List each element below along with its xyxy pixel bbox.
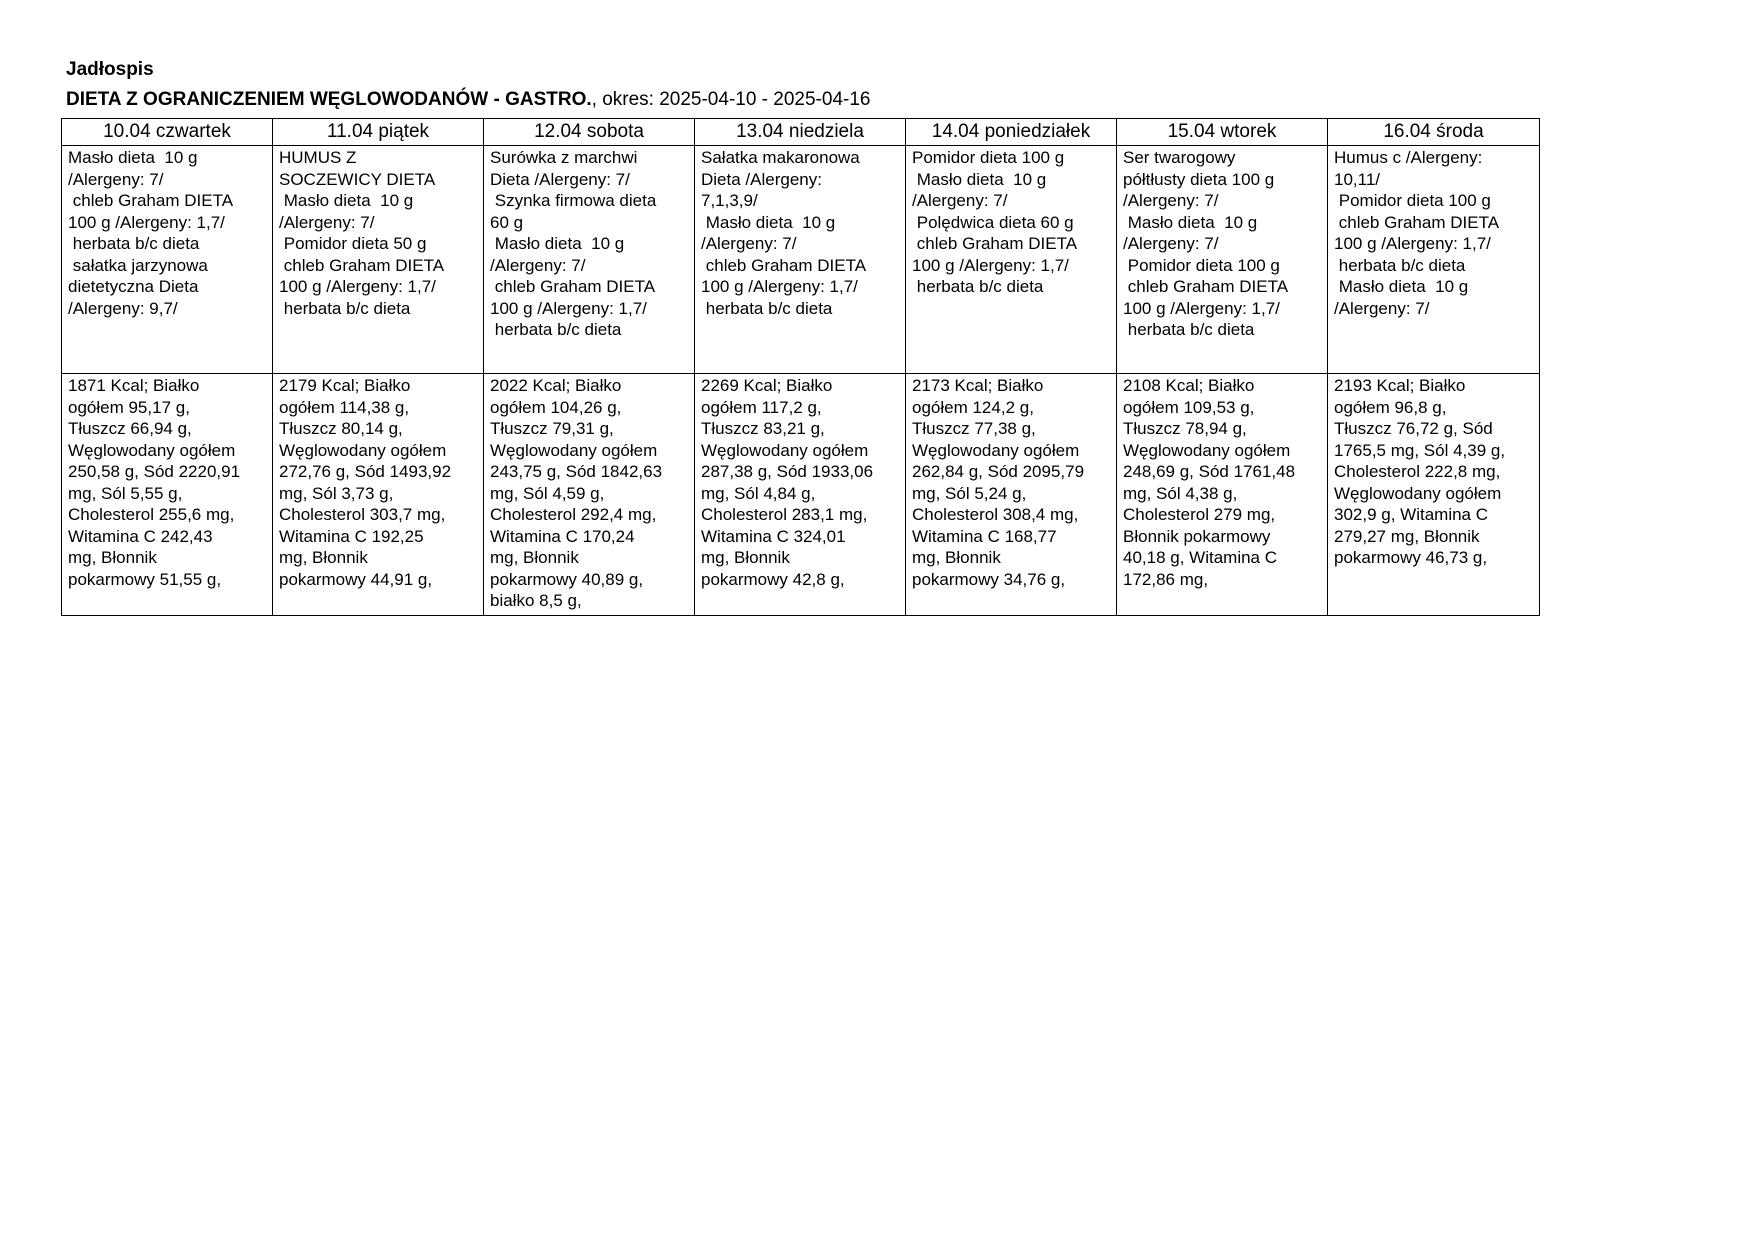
nutrition-cell-tuesday: 2108 Kcal; Białko ogółem 109,53 g, Tłuszcz 78,94 g, Węglowodany ogółem 248,69 g, Sód 1761,48 mg, Sól 4,38 g, Cholesterol 279 mg, Błonnik pokarmowy 40,18 g, Witamina C 172,86 mg, <box>1117 374 1328 616</box>
period-text: , okres: 2025-04-10 - 2025-04-16 <box>591 89 871 110</box>
meals-cell-monday: Pomidor dieta 100 g Masło dieta 10 g /Alergeny: 7/ Polędwica dieta 60 g chleb Graham DIETA 100 g /Alergeny: 1,7/ herbata b/c dieta <box>906 146 1117 374</box>
day-header-tuesday: 15.04 wtorek <box>1117 119 1328 146</box>
day-header-wednesday: 16.04 środa <box>1328 119 1540 146</box>
nutrition-cell-wednesday: 2193 Kcal; Białko ogółem 96,8 g, Tłuszcz 76,72 g, Sód 1765,5 mg, Sól 4,39 g, Cholesterol 222,8 mg, Węglowodany ogółem 302,9 g, Witamina C 279,27 mg, Błonnik pokarmowy 46,73 g, <box>1328 374 1540 616</box>
day-header-monday: 14.04 poniedziałek <box>906 119 1117 146</box>
meals-cell-tuesday: Ser twarogowy półtłusty dieta 100 g /Alergeny: 7/ Masło dieta 10 g /Alergeny: 7/ Pomidor dieta 100 g chleb Graham DIETA 100 g /Alergeny: 1,7/ herbata b/c dieta <box>1117 146 1328 374</box>
nutrition-cell-thursday: 1871 Kcal; Białko ogółem 95,17 g, Tłuszcz 66,94 g, Węglowodany ogółem 250,58 g, Sód 2220,91 mg, Sól 5,55 g, Cholesterol 255,6 mg, Witamina C 242,43 mg, Błonnik pokarmowy 51,55 g, <box>62 374 273 616</box>
day-header-thursday: 10.04 czwartek <box>62 119 273 146</box>
day-header-saturday: 12.04 sobota <box>484 119 695 146</box>
day-header-friday: 11.04 piątek <box>273 119 484 146</box>
nutrition-row <box>62 374 1540 616</box>
nutrition-cell-monday: 2173 Kcal; Białko ogółem 124,2 g, Tłuszcz 77,38 g, Węglowodany ogółem 262,84 g, Sód 2095,79 mg, Sól 5,24 g, Cholesterol 308,4 mg, Witamina C 168,77 mg, Błonnik pokarmowy 34,76 g, <box>906 374 1117 616</box>
nutrition-cell-sunday: 2269 Kcal; Białko ogółem 117,2 g, Tłuszcz 83,21 g, Węglowodany ogółem 287,38 g, Sód 1933,06 mg, Sól 4,84 g, Cholesterol 283,1 mg, Witamina C 324,01 mg, Błonnik pokarmowy 42,8 g, <box>695 374 906 616</box>
meals-row <box>62 146 1540 374</box>
meals-cell-saturday: Surówka z marchwi Dieta /Alergeny: 7/ Szynka firmowa dieta 60 g Masło dieta 10 g /Alergeny: 7/ chleb Graham DIETA 100 g /Alergeny: 1,7/ herbata b/c dieta <box>484 146 695 374</box>
meals-cell-sunday: Sałatka makaronowa Dieta /Alergeny: 7,1,3,9/ Masło dieta 10 g /Alergeny: 7/ chleb Graham DIETA 100 g /Alergeny: 1,7/ herbata b/c dieta <box>695 146 906 374</box>
meals-cell-thursday: Masło dieta 10 g /Alergeny: 7/ chleb Graham DIETA 100 g /Alergeny: 1,7/ herbata b/c dieta sałatka jarzynowa dietetyczna Dieta /Alergeny: 9,7/ <box>62 146 273 374</box>
days-header-row <box>62 119 1540 146</box>
diet-name: DIETA Z OGRANICZENIEM WĘGLOWODANÓW - GASTRO. <box>66 89 592 110</box>
nutrition-cell-saturday: 2022 Kcal; Białko ogółem 104,26 g, Tłuszcz 79,31 g, Węglowodany ogółem 243,75 g, Sód 1842,63 mg, Sól 4,59 g, Cholesterol 292,4 mg, Witamina C 170,24 mg, Błonnik pokarmowy 40,89 g, białko 8,5 g, <box>484 374 695 616</box>
meals-cell-wednesday: Humus c /Alergeny: 10,11/ Pomidor dieta 100 g chleb Graham DIETA 100 g /Alergeny: 1,7/ herbata b/c dieta Masło dieta 10 g /Alergeny: 7/ <box>1328 146 1540 374</box>
meals-cell-friday: HUMUS Z SOCZEWICY DIETA Masło dieta 10 g /Alergeny: 7/ Pomidor dieta 50 g chleb Graham DIETA 100 g /Alergeny: 1,7/ herbata b/c dieta <box>273 146 484 374</box>
document-heading: Jadłospis <box>66 59 154 80</box>
diet-period-line <box>66 89 870 111</box>
weekly-menu-table <box>61 118 1540 616</box>
nutrition-cell-friday: 2179 Kcal; Białko ogółem 114,38 g, Tłuszcz 80,14 g, Węglowodany ogółem 272,76 g, Sód 1493,92 mg, Sól 3,73 g, Cholesterol 303,7 mg, Witamina C 192,25 mg, Błonnik pokarmowy 44,91 g, <box>273 374 484 616</box>
day-header-sunday: 13.04 niedziela <box>695 119 906 146</box>
